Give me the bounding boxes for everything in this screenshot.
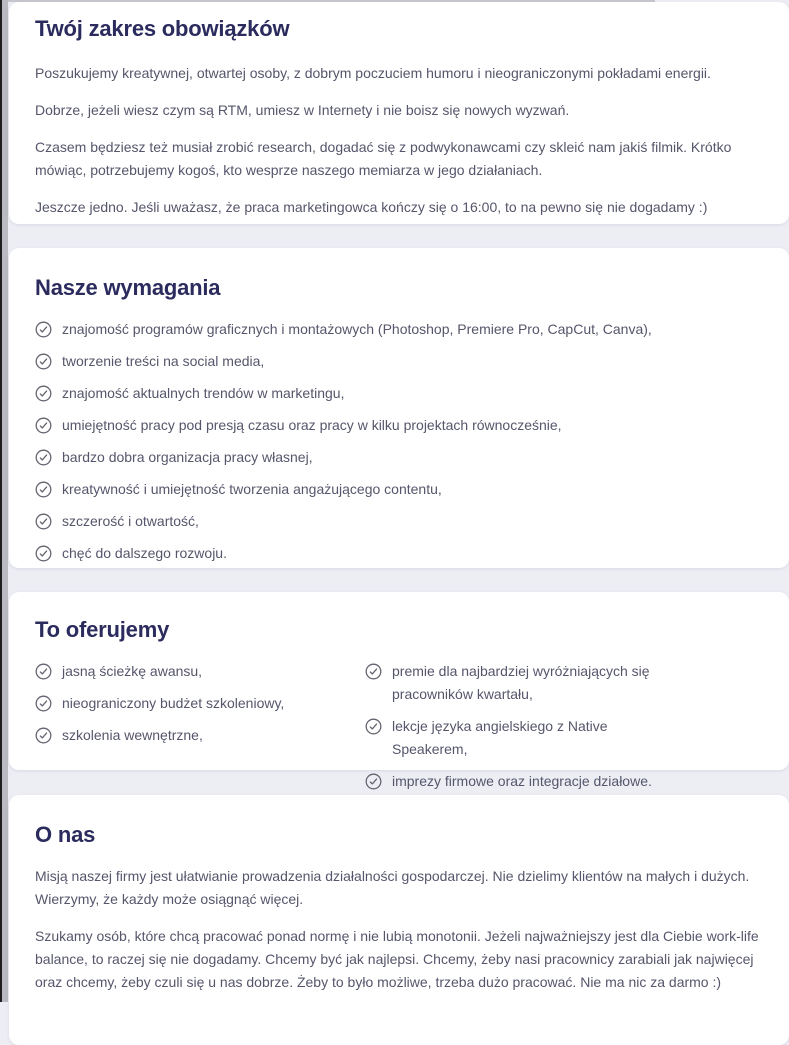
- list-item-label: umiejętność pracy pod presją czasu oraz pracy w kilku projektach równocześnie,: [62, 417, 562, 433]
- list-item-label: imprezy firmowe oraz integracje działowe.: [392, 773, 652, 789]
- paragraph: Szukamy osób, które chcą pracować ponad normę i nie lubią monotonii. Jeżeli najważniejszy jest dla Ciebie work-life balance, to raczej się nie dogadamy. Chcemy być jak najlepsi. Chcemy, żeby nasi pracownicy zarabiali jak najwięcej oraz chcemy, żeby czuli się u nas dobrze. Żeby to było możliwe, trzeba dużo pracować. Nie ma nic za darmo :): [35, 928, 759, 990]
- list-item: [365, 770, 685, 793]
- left-gutter: [2, 0, 8, 1002]
- list-item-label: kreatywność i umiejętność tworzenia angażującego contentu,: [62, 481, 442, 497]
- check-circle-icon: [35, 727, 52, 744]
- check-circle-icon: [365, 773, 382, 790]
- offer-columns: [35, 660, 763, 793]
- section-card-requirements: [9, 248, 789, 568]
- list-item: [365, 715, 685, 761]
- offer-list-left: [35, 660, 365, 747]
- paragraph: Jeszcze jedno. Jeśli uważasz, że praca marketingowca kończy się o 16:00, to na pewno się nie dogadamy :): [35, 199, 708, 215]
- list-item-label: szczerość i otwartość,: [62, 513, 199, 529]
- list-item-label: szkolenia wewnętrzne,: [62, 727, 203, 743]
- section-card-about: [9, 795, 789, 1045]
- check-circle-icon: [35, 449, 52, 466]
- list-item: [35, 382, 763, 405]
- check-circle-icon: [35, 513, 52, 530]
- section-title-responsibilities: Twój zakres obowiązków: [35, 16, 290, 41]
- section-card-responsibilities: [9, 2, 789, 224]
- check-circle-icon: [35, 545, 52, 562]
- check-circle-icon: [35, 385, 52, 402]
- section-title-about: O nas: [35, 822, 96, 847]
- list-item: [35, 478, 763, 501]
- check-circle-icon: [365, 663, 382, 680]
- list-item-label: chęć do dalszego rozwoju.: [62, 545, 227, 561]
- list-item-label: lekcje języka angielskiego z Native Speakerem,: [392, 718, 608, 757]
- list-item: [35, 510, 763, 533]
- list-item: [35, 446, 763, 469]
- paragraph: Misją naszej firmy jest ułatwianie prowadzenia działalności gospodarczej. Nie dzielimy klientów na małych i dużych. Wierzymy, że każdy może osiągnąć więcej.: [35, 868, 750, 907]
- paragraph: Poszukujemy kreatywnej, otwartej osoby, z dobrym poczuciem humoru i nieograniczonymi pokładami energii.: [35, 65, 711, 81]
- list-item: [365, 660, 685, 706]
- list-item-label: nieograniczony budżet szkoleniowy,: [62, 695, 285, 711]
- offer-list-right: [365, 660, 685, 793]
- list-item-label: jasną ścieżkę awansu,: [62, 663, 203, 679]
- list-item-label: znajomość programów graficznych i montażowych (Photoshop, Premiere Pro, CapCut, Canva),: [62, 321, 652, 337]
- check-circle-icon: [365, 718, 382, 735]
- paragraph: Dobrze, jeżeli wiesz czym są RTM, umiesz w Internety i nie boisz się nowych wyzwań.: [35, 102, 570, 118]
- section-card-offer: [9, 592, 789, 789]
- check-circle-icon: [35, 663, 52, 680]
- list-item: [35, 542, 763, 565]
- section-title-offer: To oferujemy: [35, 617, 170, 642]
- list-item: [35, 692, 365, 715]
- section-title-requirements: Nasze wymagania: [35, 275, 221, 300]
- list-item: [35, 414, 763, 437]
- list-item: [35, 724, 365, 747]
- check-circle-icon: [35, 321, 52, 338]
- list-item: [35, 318, 763, 341]
- list-item: [35, 660, 365, 683]
- requirements-list: [35, 318, 763, 565]
- paragraph: Czasem będziesz też musiał zrobić research, dogadać się z podwykonawcami czy skleić nam jakiś filmik. Krótko mówiąc, potrzebujemy kogoś, kto wesprze naszego memiarza w jego działaniach.: [35, 139, 732, 178]
- check-circle-icon: [35, 353, 52, 370]
- list-item-label: znajomość aktualnych trendów w marketingu,: [62, 385, 345, 401]
- list-item: [35, 350, 763, 373]
- list-item-label: tworzenie treści na social media,: [62, 353, 265, 369]
- check-circle-icon: [35, 481, 52, 498]
- list-item-label: premie dla najbardziej wyróżniających się pracowników kwartału,: [392, 663, 650, 702]
- check-circle-icon: [35, 695, 52, 712]
- check-circle-icon: [35, 417, 52, 434]
- list-item-label: bardzo dobra organizacja pracy własnej,: [62, 449, 313, 465]
